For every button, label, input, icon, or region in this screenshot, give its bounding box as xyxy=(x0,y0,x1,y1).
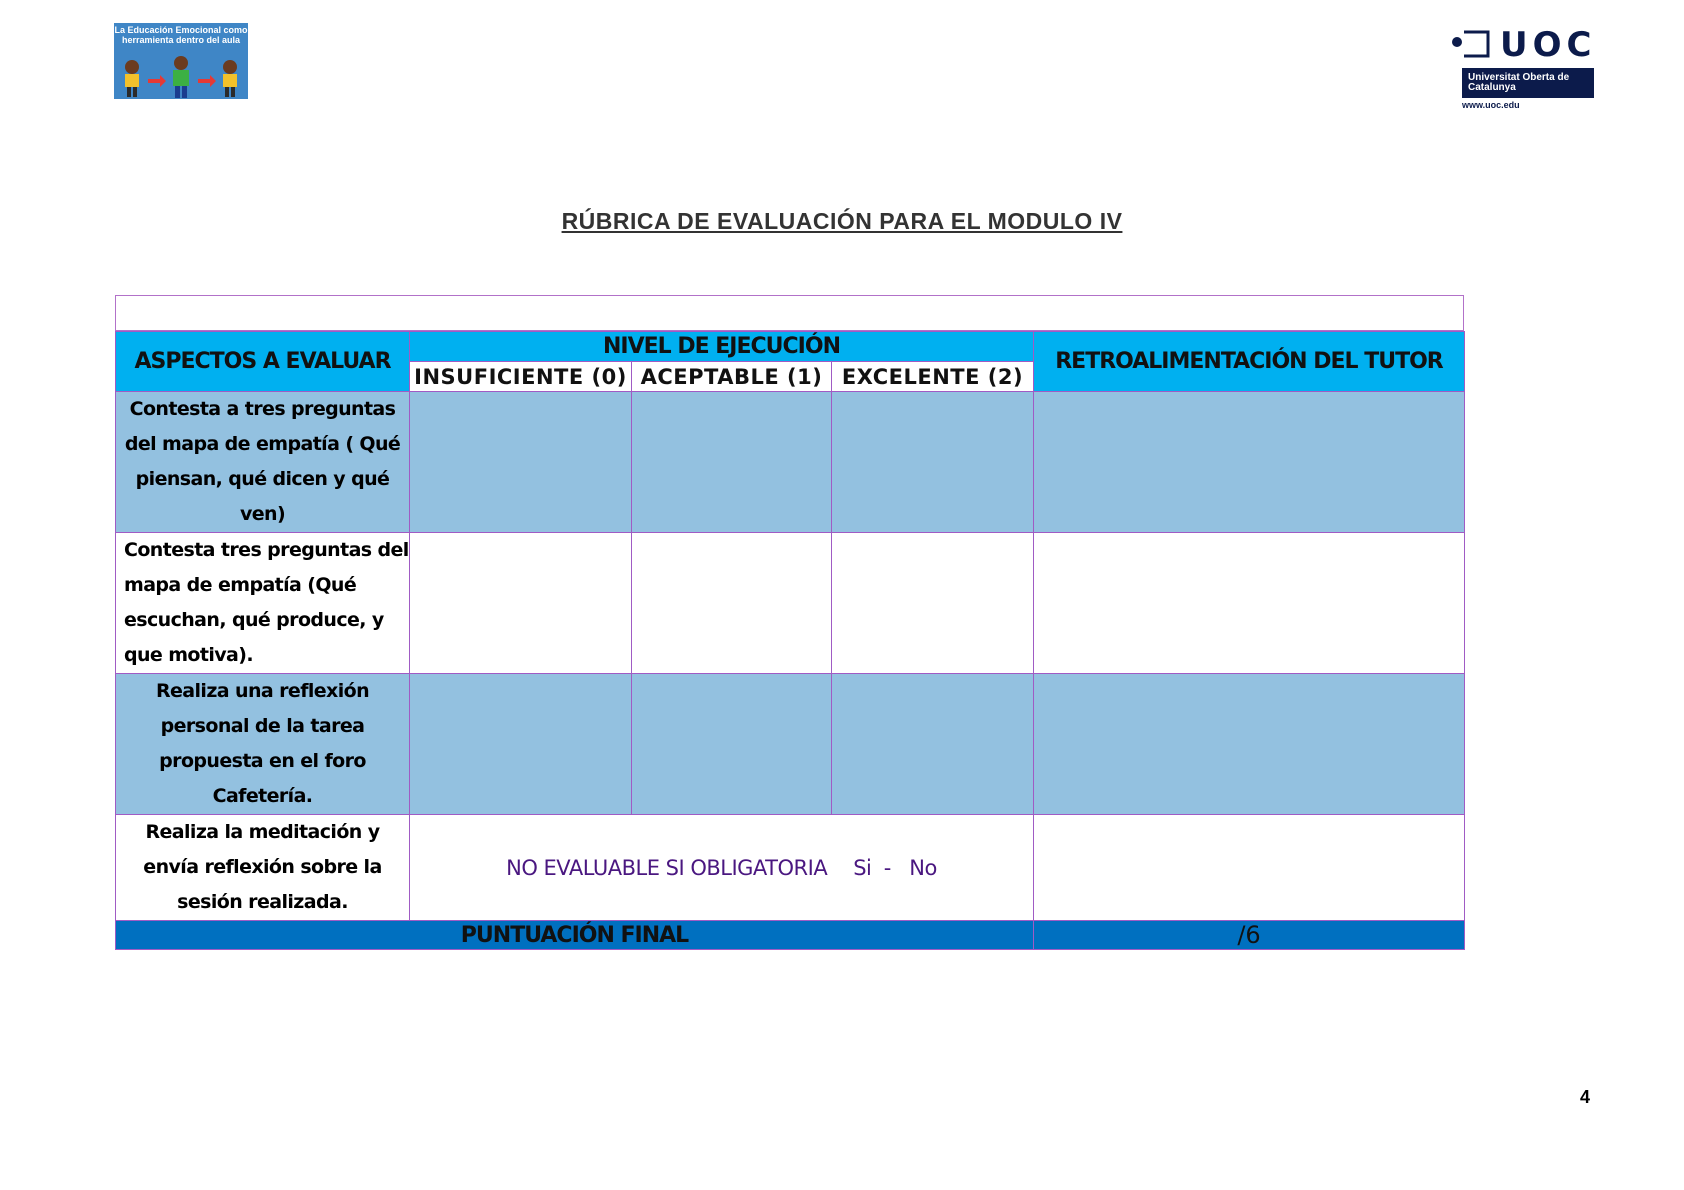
feedback-cell xyxy=(1034,392,1465,533)
aspect-3: Realiza una reflexión personal de la tarea propuesta en el foro Cafetería. xyxy=(116,674,410,815)
course-logo-text: La Educación Emocional como herramienta dentro del aula xyxy=(114,25,248,45)
uoc-mark-icon xyxy=(1448,30,1496,60)
score-cell xyxy=(832,392,1034,533)
rubric-table xyxy=(115,331,1465,950)
no-evaluable-text: NO EVALUABLE SI OBLIGATORIA xyxy=(506,855,828,880)
header-level: NIVEL DE EJECUCIÓN xyxy=(410,332,1034,362)
score-cell xyxy=(632,674,832,815)
table-blank-row xyxy=(115,295,1464,331)
score-cell xyxy=(632,392,832,533)
page-number: 4 xyxy=(1580,1087,1591,1107)
level-aceptable: ACEPTABLE (1) xyxy=(632,362,832,392)
uoc-wordmark: UOC xyxy=(1500,25,1597,65)
uoc-url: www.uoc.edu xyxy=(1462,100,1520,110)
header-aspects: ASPECTOS A EVALUAR xyxy=(116,332,410,392)
uoc-name: Universitat Oberta de Catalunya xyxy=(1462,68,1594,98)
level-excelente: EXCELENTE (2) xyxy=(832,362,1034,392)
feedback-cell xyxy=(1034,674,1465,815)
score-cell xyxy=(410,392,632,533)
score-cell xyxy=(632,533,832,674)
si-no-options: Si - No xyxy=(853,855,937,880)
final-score-label: PUNTUACIÓN FINAL xyxy=(116,921,1034,950)
score-cell xyxy=(410,674,632,815)
aspect-1: Contesta a tres preguntas del mapa de empatía ( Qué piensan, qué dicen y qué ven) xyxy=(116,392,410,533)
feedback-cell xyxy=(1034,533,1465,674)
page-title: RÚBRICA DE EVALUACIÓN PARA EL MODULO IV xyxy=(561,208,1123,234)
no-evaluable-note xyxy=(410,815,1034,921)
children-illustration-icon xyxy=(114,55,248,99)
aspect-2: Contesta tres preguntas del mapa de empatía (Qué escuchan, qué produce, y que motiva). xyxy=(116,533,410,674)
feedback-cell xyxy=(1034,815,1465,921)
header-feedback: RETROALIMENTACIÓN DEL TUTOR xyxy=(1034,332,1465,392)
uoc-logo xyxy=(1448,25,1597,112)
score-cell xyxy=(832,674,1034,815)
level-insuficiente: INSUFICIENTE (0) xyxy=(410,362,632,392)
score-cell xyxy=(832,533,1034,674)
final-score-value: /6 xyxy=(1034,921,1465,950)
course-logo xyxy=(114,23,248,99)
aspect-4: Realiza la meditación y envía reflexión sobre la sesión realizada. xyxy=(116,815,410,921)
score-cell xyxy=(410,533,632,674)
